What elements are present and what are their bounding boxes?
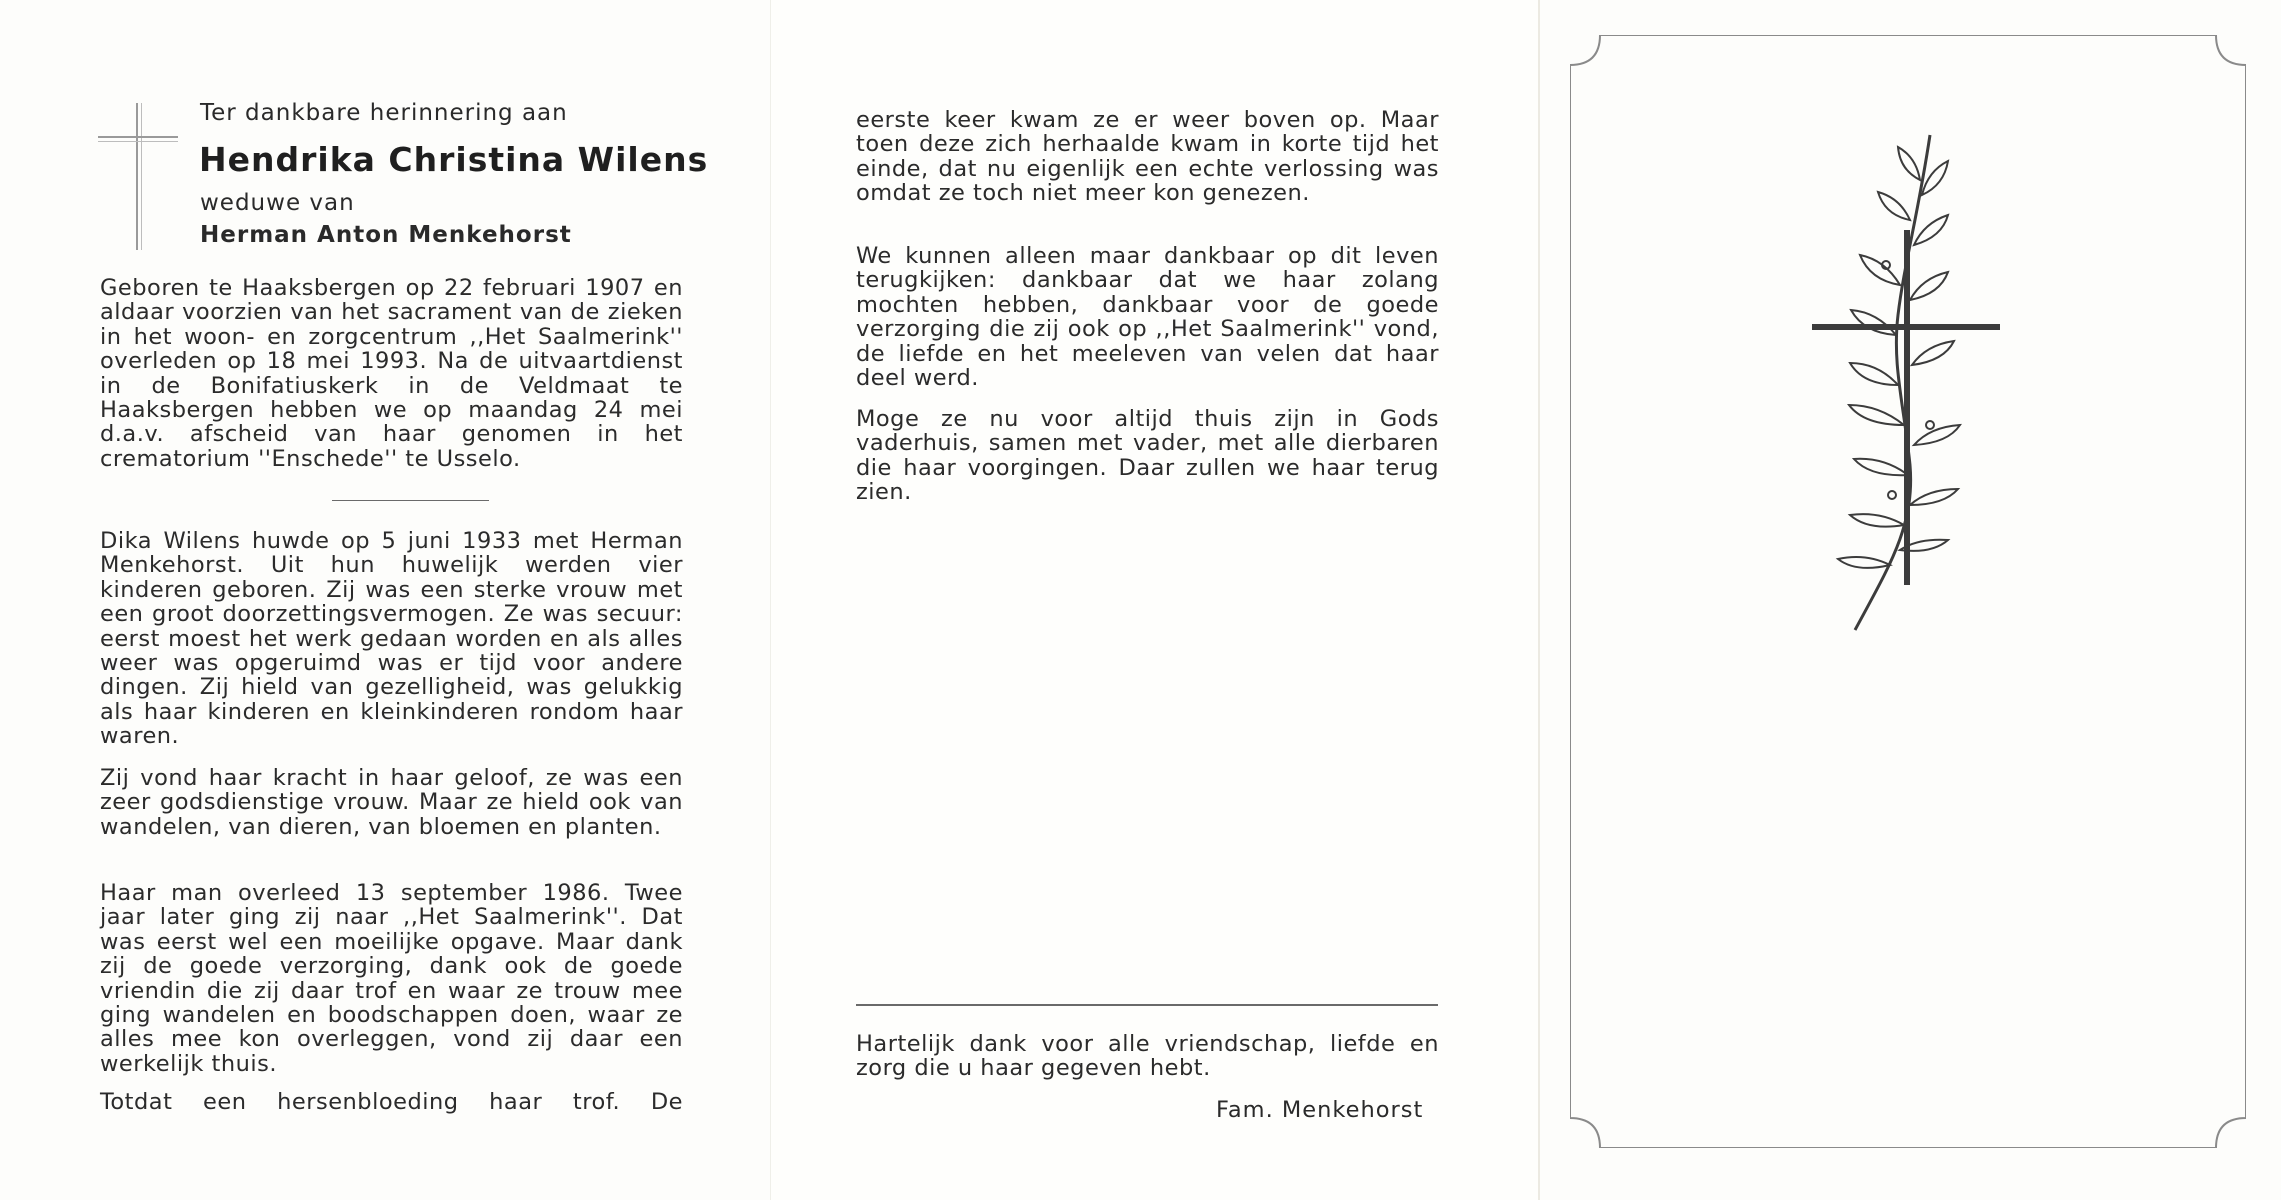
gratitude-paragraph: We kunnen alleen maar dankbaar op dit leven terugkijken: dankbaar dat we haar zolang mochten hebben, dankbaar voor de goede verzorging die zij ook op ,,Het Saalmerink'' vond, de liefde en het meeleven van velen dat haar deel werd. [856,243,1439,392]
continuation-line: Totdat een hersenbloeding haar trof. De [100,1089,683,1115]
marriage-paragraph: Dika Wilens huwde op 5 juni 1933 met Herman Menkehorst. Uit hun huwelijk werden vier kinderen geboren. Zij was een sterke vrouw met een groot doorzettingsvermogen. Ze was secuur: eerst moest het werk gedaan worden en als alles weer was opgeruimd was er tijd voor andere dingen. Zij hield van gezelligheid, was gelukkig als haar kinderen en kleinkinderen rondom haar waren. [100,528,683,750]
section-divider [332,500,489,501]
deceased-name: Hendrika Christina Wilens [199,140,709,179]
signature-rule [856,1004,1438,1006]
thanks-text: Hartelijk dank voor alle vriendschap, liefde en zorg die u haar gegeven hebt. [856,1031,1439,1082]
cross-with-olive-branch-icon [1800,125,2020,645]
end-paragraph: eerste keer kwam ze er weer boven op. Maar toen deze zich herhaalde kwam in korte tijd het einde, dat nu eigenlijk een echte verlossing was omdat ze toch niet meer kon genezen. [856,107,1439,207]
farewell-paragraph: Moge ze nu voor altijd thuis zijn in Gods vaderhuis, samen met vader, met alle dierbaren die haar voorgingen. Daar zullen we haar terug zien. [856,406,1439,506]
intro-line: Ter dankbare herinnering aan [200,100,568,126]
later-years-paragraph: Haar man overleed 13 september 1986. Twee jaar later ging zij naar ,,Het Saalmerink''. Dat was eerst wel een moeilijke opgave. Maar dank zij de goede verzorging, dank ook de goede vriendin die zij daar trof en waar ze trouw mee ging wandelen en boodschappen doen, waar ze alles mee kon overleggen, vond zij daar een werkelijk thuis. [100,880,683,1077]
widow-of-line: weduwe van [200,190,355,216]
faith-paragraph: Zij vond haar kracht in haar geloof, ze was een zeer godsdienstige vrouw. Maar ze hield ook van wandelen, van dieren, van bloemen en planten. [100,765,683,840]
family-signature: Fam. Menkehorst [1216,1097,1424,1123]
husband-name: Herman Anton Menkehorst [200,222,572,248]
left-page [0,0,770,1200]
middle-page [770,0,1538,1200]
birth-death-paragraph: Geboren te Haaksbergen op 22 februari 1907 en aldaar voorzien van het sacrament van de zieken in het woon- en zorgcentrum ,,Het Saalmerink'' overleden op 18 mei 1993. Na de uitvaartdienst in de Bonifatiuskerk in de Veldmaat te Haaksbergen hebben we op maandag 24 mei d.a.v. afscheid van haar genomen in het crematorium ''Enschede'' te Usselo. [100,275,683,472]
